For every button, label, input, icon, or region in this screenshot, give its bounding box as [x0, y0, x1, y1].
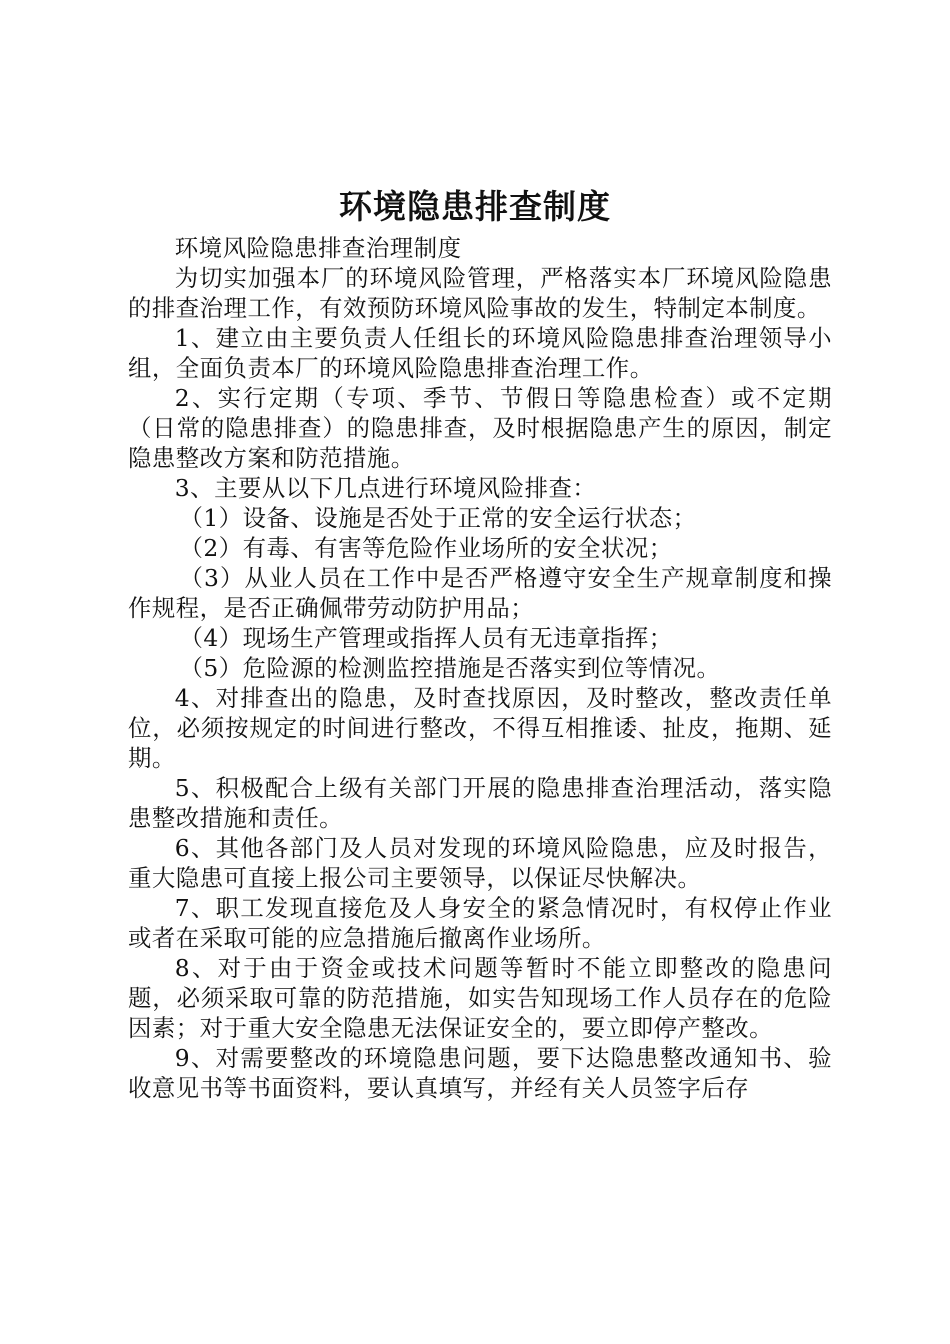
paragraph-intro: 为切实加强本厂的环境风险管理，严格落实本厂环境风险隐患的排查治理工作，有效预防环境风险事故的发生，特制定本制度。 [128, 264, 832, 322]
paragraph-item-9: 9、对需要整改的环境隐患问题，要下达隐患整改通知书、验收意见书等书面资料，要认真填写，并经有关人员签字后存 [128, 1044, 832, 1102]
paragraph-subitem-3: （3）从业人员在工作中是否严格遵守安全生产规章制度和操作规程，是否正确佩带劳动防护用品； [128, 564, 832, 622]
document-subtitle: 环境风险隐患排查治理制度 [174, 234, 462, 262]
document-body [128, 233, 832, 1103]
paragraph-item-1: 1、建立由主要负责人任组长的环境风险隐患排查治理领导小组，全面负责本厂的环境风险隐患排查治理工作。 [128, 324, 832, 382]
paragraph-item-8: 8、对于由于资金或技术问题等暂时不能立即整改的隐患问题，必须采取可靠的防范措施，如实告知现场工作人员存在的危险因素；对于重大安全隐患无法保证安全的，要立即停产整改。 [128, 954, 832, 1042]
paragraph-subitem-2: （2）有毒、有害等危险作业场所的安全状况； [179, 534, 673, 562]
paragraph-item-3: 3、主要从以下几点进行环境风险排查： [174, 474, 597, 502]
paragraph-subitem-1: （1）设备、设施是否处于正常的安全运行状态； [179, 504, 697, 532]
paragraph-subitem-5: （5）危险源的检测监控措施是否落实到位等情况。 [179, 654, 721, 682]
paragraph-item-4: 4、对排查出的隐患，及时查找原因，及时整改，整改责任单位，必须按规定的时间进行整改，不得互相推诿、扯皮，拖期、延期。 [128, 684, 832, 772]
paragraph-item-6: 6、其他各部门及人员对发现的环境风险隐患，应及时报告，重大隐患可直接上报公司主要领导，以保证尽快解决。 [128, 834, 832, 892]
paragraph-subitem-4: （4）现场生产管理或指挥人员有无违章指挥； [179, 624, 673, 652]
paragraph-item-5: 5、积极配合上级有关部门开展的隐患排查治理活动，落实隐患整改措施和责任。 [128, 774, 832, 832]
paragraph-item-2: 2、实行定期（专项、季节、节假日等隐患检查）或不定期（日常的隐患排查）的隐患排查，及时根据隐患产生的原因，制定隐患整改方案和防范措施。 [128, 384, 832, 472]
paragraph-item-7: 7、职工发现直接危及人身安全的紧急情况时，有权停止作业或者在采取可能的应急措施后撤离作业场所。 [128, 894, 832, 952]
page-title: 环境隐患排查制度 [339, 187, 611, 226]
